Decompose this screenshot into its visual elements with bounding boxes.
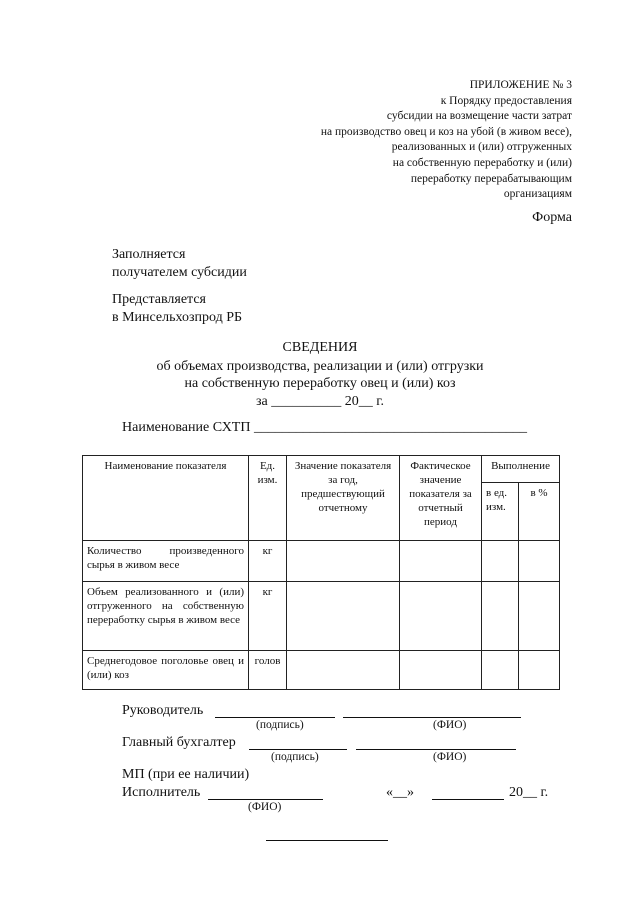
chief-accountant-fio-line[interactable] <box>356 749 516 750</box>
executor-fio-line[interactable] <box>208 799 323 800</box>
seal-label: МП (при ее наличии) <box>122 767 250 782</box>
date-quote-open: « <box>386 785 393 800</box>
appendix-line: на производство овец и коз на убой (в живом весе), <box>320 125 572 138</box>
document-period: за __________ 20__ г. <box>256 394 384 409</box>
chief-accountant-fio-caption: (ФИО) <box>433 751 467 763</box>
appendix-line: субсидии на возмещение части затрат <box>386 110 572 123</box>
footer-divider <box>266 840 388 841</box>
appendix-line: ПРИЛОЖЕНИЕ № 3 <box>469 79 572 91</box>
row-name: Объем реализованного и (или) отгруженного на собственную переработку сырья в живом весе <box>83 582 249 651</box>
cell-exec-pct[interactable] <box>519 651 560 690</box>
cell-prev-year[interactable] <box>287 541 400 582</box>
row-name: Среднегодовое поголовье овец и (или) коз <box>83 651 249 690</box>
fill-note-line1: Заполняется <box>112 247 186 262</box>
appendix-line: переработку перерабатывающим <box>410 172 572 185</box>
submit-note <box>112 291 242 327</box>
appendix-line: к Порядку предоставления <box>440 94 572 107</box>
fill-note <box>112 246 247 282</box>
header-exec-units: в ед. изм. <box>482 483 519 541</box>
row-unit: голов <box>249 651 287 690</box>
header-execution: Выполнение <box>482 456 560 483</box>
cell-exec-pct[interactable] <box>519 541 560 582</box>
submit-note-line2: в Минсельхозпрод РБ <box>112 310 243 325</box>
chief-accountant-signature-line[interactable] <box>249 749 347 750</box>
data-table <box>82 455 560 690</box>
chief-accountant-signature-caption: (подпись) <box>271 751 319 763</box>
cell-actual[interactable] <box>400 651 482 690</box>
cell-exec-units[interactable] <box>482 541 519 582</box>
form-label: Форма <box>532 210 572 225</box>
cell-actual[interactable] <box>400 541 482 582</box>
date-field[interactable] <box>386 785 414 801</box>
row-unit: кг <box>249 582 287 651</box>
cell-prev-year[interactable] <box>287 582 400 651</box>
table-row <box>83 541 560 582</box>
head-fio-caption: (ФИО) <box>433 719 467 731</box>
appendix-line: на собственную переработку и (или) <box>392 156 572 169</box>
document-subtitle-1: об объемах производства, реализации и (или) отгрузки <box>156 359 484 374</box>
cell-prev-year[interactable] <box>287 651 400 690</box>
row-unit: кг <box>249 541 287 582</box>
table-row <box>83 651 560 690</box>
row-name: Количество произведенного сырья в живом весе <box>83 541 249 582</box>
appendix-line: реализованных и (или) отгруженных <box>391 141 572 154</box>
submit-note-line1: Представляется <box>112 292 206 307</box>
header-indicator: Наименование показателя <box>83 456 249 541</box>
date-quote-close: » <box>407 785 414 800</box>
appendix-header <box>242 78 572 203</box>
date-month-line[interactable] <box>432 799 504 800</box>
head-signature-line[interactable] <box>215 717 335 718</box>
header-unit: Ед. изм. <box>249 456 287 541</box>
date-day-blank: __ <box>393 785 407 800</box>
executor-fio-caption: (ФИО) <box>248 801 282 813</box>
document-subtitle-2: на собственную переработку овец и (или) коз <box>184 376 456 391</box>
header-exec-pct: в % <box>519 483 560 541</box>
document-title: СВЕДЕНИЯ <box>282 340 358 355</box>
appendix-line: организациям <box>503 188 572 201</box>
date-year: 20__ г. <box>509 785 549 800</box>
cell-exec-units[interactable] <box>482 651 519 690</box>
fill-note-line2: получателем субсидии <box>112 265 247 280</box>
chief-accountant-label: Главный бухгалтер <box>122 735 236 750</box>
table-row <box>83 582 560 651</box>
org-name-field[interactable]: Наименование СХТП _______________________________________ <box>122 420 527 435</box>
header-prev-year: Значение показателя за год, предшествующий отчетному <box>287 456 400 541</box>
executor-label: Исполнитель <box>122 785 201 800</box>
cell-exec-units[interactable] <box>482 582 519 651</box>
table-header-row <box>83 456 560 483</box>
head-signature-caption: (подпись) <box>256 719 304 731</box>
cell-exec-pct[interactable] <box>519 582 560 651</box>
head-label: Руководитель <box>122 703 204 718</box>
header-actual: Фактическое значение показателя за отчетный период <box>400 456 482 541</box>
head-fio-line[interactable] <box>343 717 521 718</box>
cell-actual[interactable] <box>400 582 482 651</box>
